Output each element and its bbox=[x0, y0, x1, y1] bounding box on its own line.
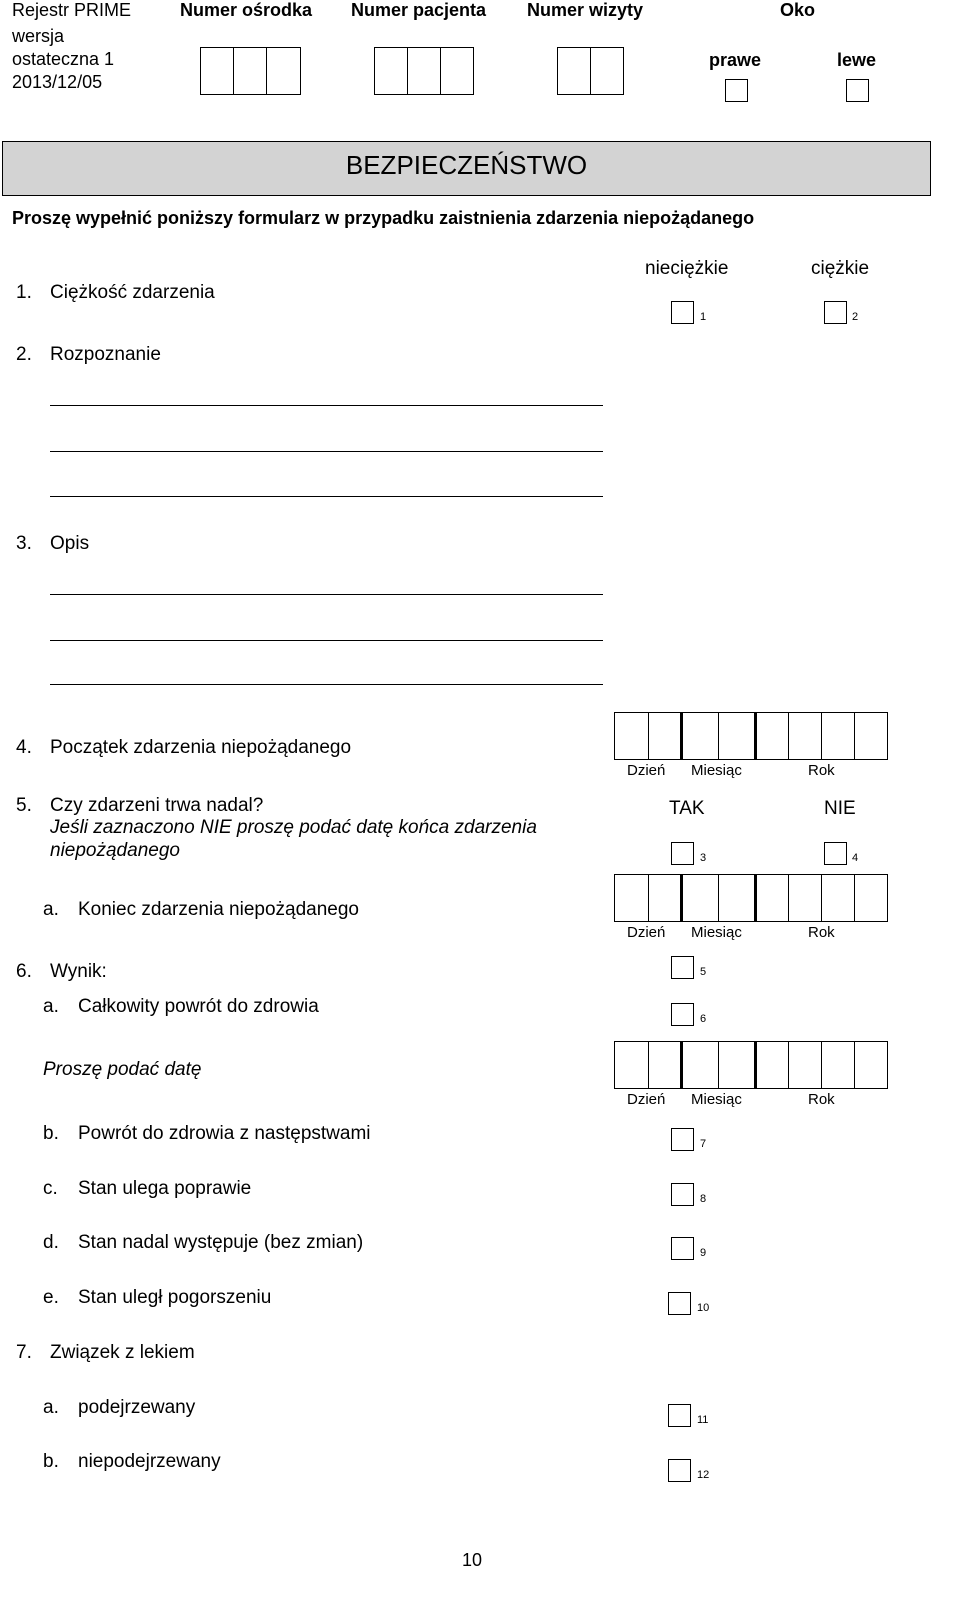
date-cell[interactable] bbox=[718, 1041, 756, 1089]
q5a-day-label: Dzień bbox=[627, 924, 666, 941]
date-cell[interactable] bbox=[614, 712, 649, 760]
q7a-checkbox[interactable] bbox=[668, 1404, 691, 1427]
q5-note-line1: Jeśli zaznaczono NIE proszę podać datę końca zdarzenia bbox=[50, 817, 537, 838]
q6e-code: 10 bbox=[697, 1302, 710, 1314]
description-line[interactable] bbox=[50, 684, 603, 685]
q5-no-checkbox[interactable] bbox=[824, 842, 847, 865]
digit-cell[interactable] bbox=[374, 47, 408, 95]
date-cell[interactable] bbox=[788, 712, 822, 760]
q5a-letter: a. bbox=[43, 899, 59, 920]
q4-label: Początek zdarzenia niepożądanego bbox=[50, 737, 352, 758]
date-cell[interactable] bbox=[718, 712, 756, 760]
q5-no-label: NIE bbox=[824, 798, 856, 819]
q6d-letter: d. bbox=[43, 1232, 59, 1253]
q6c-code: 8 bbox=[700, 1193, 707, 1205]
q7-number: 7. bbox=[16, 1342, 32, 1363]
description-line[interactable] bbox=[50, 640, 603, 641]
q5-note-line2: niepożądanego bbox=[50, 840, 180, 861]
registry-title: Rejestr PRIME bbox=[12, 0, 132, 20]
date-cell[interactable] bbox=[854, 874, 888, 922]
page-number: 10 bbox=[462, 1550, 483, 1570]
q6-checkbox-5[interactable] bbox=[671, 956, 694, 979]
eye-right-checkbox[interactable] bbox=[725, 79, 748, 102]
q6a-checkbox[interactable] bbox=[671, 1003, 694, 1026]
date-cell[interactable] bbox=[755, 1041, 789, 1089]
q1-code-2: 2 bbox=[852, 311, 859, 323]
q7b-checkbox[interactable] bbox=[668, 1459, 691, 1482]
q6a-label: Całkowity powrót do zdrowia bbox=[78, 996, 319, 1017]
q5a-label: Koniec zdarzenia niepożądanego bbox=[78, 899, 359, 920]
center-number-label: Numer ośrodka bbox=[180, 0, 313, 20]
date-cell[interactable] bbox=[788, 874, 822, 922]
eye-left-label: lewe bbox=[837, 50, 877, 70]
date-separator bbox=[680, 1041, 683, 1089]
q6-code-5: 5 bbox=[700, 966, 707, 978]
q2-number: 2. bbox=[16, 344, 32, 365]
q3-label: Opis bbox=[50, 533, 90, 554]
q6e-letter: e. bbox=[43, 1287, 59, 1308]
visit-number-label: Numer wizyty bbox=[527, 0, 644, 20]
eye-left-checkbox[interactable] bbox=[846, 79, 869, 102]
date-cell[interactable] bbox=[648, 1041, 682, 1089]
q1-code-1: 1 bbox=[700, 311, 707, 323]
q5-code-3: 3 bbox=[700, 852, 707, 864]
q1-label: Ciężkość zdarzenia bbox=[50, 282, 215, 303]
date-cell[interactable] bbox=[648, 874, 682, 922]
diagnosis-line[interactable] bbox=[50, 496, 603, 497]
q5-number: 5. bbox=[16, 795, 32, 816]
date-cell[interactable] bbox=[755, 874, 789, 922]
q6b-letter: b. bbox=[43, 1123, 59, 1144]
q5-code-4: 4 bbox=[852, 852, 859, 864]
q7a-letter: a. bbox=[43, 1397, 59, 1418]
q6c-checkbox[interactable] bbox=[671, 1183, 694, 1206]
date-separator bbox=[754, 874, 757, 922]
q6e-label: Stan uległ pogorszeniu bbox=[78, 1287, 272, 1308]
section-instruction: Proszę wypełnić poniższy formularz w przypadku zaistnienia zdarzenia niepożądanego bbox=[12, 208, 755, 228]
q5a-year-label: Rok bbox=[808, 924, 835, 941]
q6c-letter: c. bbox=[43, 1178, 58, 1199]
date-cell[interactable] bbox=[614, 1041, 649, 1089]
date-cell[interactable] bbox=[614, 874, 649, 922]
date-cell[interactable] bbox=[681, 712, 719, 760]
diagnosis-line[interactable] bbox=[50, 451, 603, 452]
date-separator bbox=[680, 712, 683, 760]
date-cell[interactable] bbox=[755, 712, 789, 760]
q7a-code: 11 bbox=[697, 1414, 709, 1426]
q1-serious-checkbox[interactable] bbox=[824, 301, 847, 324]
q7b-code: 12 bbox=[697, 1469, 710, 1481]
diagnosis-line[interactable] bbox=[50, 405, 603, 406]
q5-yes-checkbox[interactable] bbox=[671, 842, 694, 865]
date-cell[interactable] bbox=[854, 712, 888, 760]
digit-cell[interactable] bbox=[233, 47, 267, 95]
q7-label: Związek z lekiem bbox=[50, 1342, 195, 1363]
q4-year-label: Rok bbox=[808, 762, 835, 779]
version-value: ostateczna 1 bbox=[12, 49, 115, 69]
date-cell[interactable] bbox=[681, 1041, 719, 1089]
digit-cell[interactable] bbox=[200, 47, 234, 95]
digit-cell[interactable] bbox=[266, 47, 301, 95]
q5a-month-label: Miesiąc bbox=[691, 924, 742, 941]
q1-option-serious: ciężkie bbox=[811, 258, 870, 279]
q6b-checkbox[interactable] bbox=[671, 1128, 694, 1151]
q1-non-serious-checkbox[interactable] bbox=[671, 301, 694, 324]
q6-date-prompt: Proszę podać datę bbox=[43, 1059, 202, 1080]
q2-label: Rozpoznanie bbox=[50, 344, 161, 365]
q6d-code: 9 bbox=[700, 1247, 707, 1259]
digit-cell[interactable] bbox=[557, 47, 591, 95]
date-cell[interactable] bbox=[854, 1041, 888, 1089]
q5-yes-label: TAK bbox=[669, 798, 705, 819]
digit-cell[interactable] bbox=[590, 47, 624, 95]
date-cell[interactable] bbox=[718, 874, 756, 922]
date-cell[interactable] bbox=[681, 874, 719, 922]
q7b-label: niepodejrzewany bbox=[78, 1451, 221, 1472]
eye-label: Oko bbox=[780, 0, 816, 20]
date-cell[interactable] bbox=[821, 874, 855, 922]
q4-day-label: Dzień bbox=[627, 762, 666, 779]
q1-option-non-serious: nieciężkie bbox=[645, 258, 729, 279]
q6-month-label: Miesiąc bbox=[691, 1091, 742, 1108]
q6-year-label: Rok bbox=[808, 1091, 835, 1108]
patient-number-label: Numer pacjenta bbox=[351, 0, 487, 20]
q6d-checkbox[interactable] bbox=[671, 1237, 694, 1260]
date-cell[interactable] bbox=[821, 712, 855, 760]
q6e-checkbox[interactable] bbox=[668, 1292, 691, 1315]
digit-cell[interactable] bbox=[440, 47, 474, 95]
date-separator bbox=[754, 1041, 757, 1089]
eye-right-label: prawe bbox=[709, 50, 762, 70]
date-separator bbox=[680, 874, 683, 922]
date-cell[interactable] bbox=[821, 1041, 855, 1089]
version-date: 2013/12/05 bbox=[12, 72, 103, 92]
description-line[interactable] bbox=[50, 594, 603, 595]
version-label: wersja bbox=[12, 26, 65, 46]
q4-number: 4. bbox=[16, 737, 32, 758]
q5-label: Czy zdarzeni trwa nadal? bbox=[50, 795, 264, 816]
q6d-label: Stan nadal występuje (bez zmian) bbox=[78, 1232, 364, 1253]
q3-number: 3. bbox=[16, 533, 32, 554]
q6b-label: Powrót do zdrowia z następstwami bbox=[78, 1123, 371, 1144]
q6a-code: 6 bbox=[700, 1013, 707, 1025]
q6-day-label: Dzień bbox=[627, 1091, 666, 1108]
section-title: BEZPIECZEŃSTWO bbox=[345, 150, 588, 180]
date-cell[interactable] bbox=[648, 712, 682, 760]
date-cell[interactable] bbox=[788, 1041, 822, 1089]
q7b-letter: b. bbox=[43, 1451, 59, 1472]
q6b-code: 7 bbox=[700, 1138, 707, 1150]
q1-number: 1. bbox=[16, 282, 32, 303]
q6a-letter: a. bbox=[43, 996, 59, 1017]
digit-cell[interactable] bbox=[407, 47, 441, 95]
q7a-label: podejrzewany bbox=[78, 1397, 196, 1418]
date-separator bbox=[754, 712, 757, 760]
q6c-label: Stan ulega poprawie bbox=[78, 1178, 252, 1199]
q6-label: Wynik: bbox=[50, 961, 107, 982]
q6-number: 6. bbox=[16, 961, 32, 982]
q4-month-label: Miesiąc bbox=[691, 762, 742, 779]
